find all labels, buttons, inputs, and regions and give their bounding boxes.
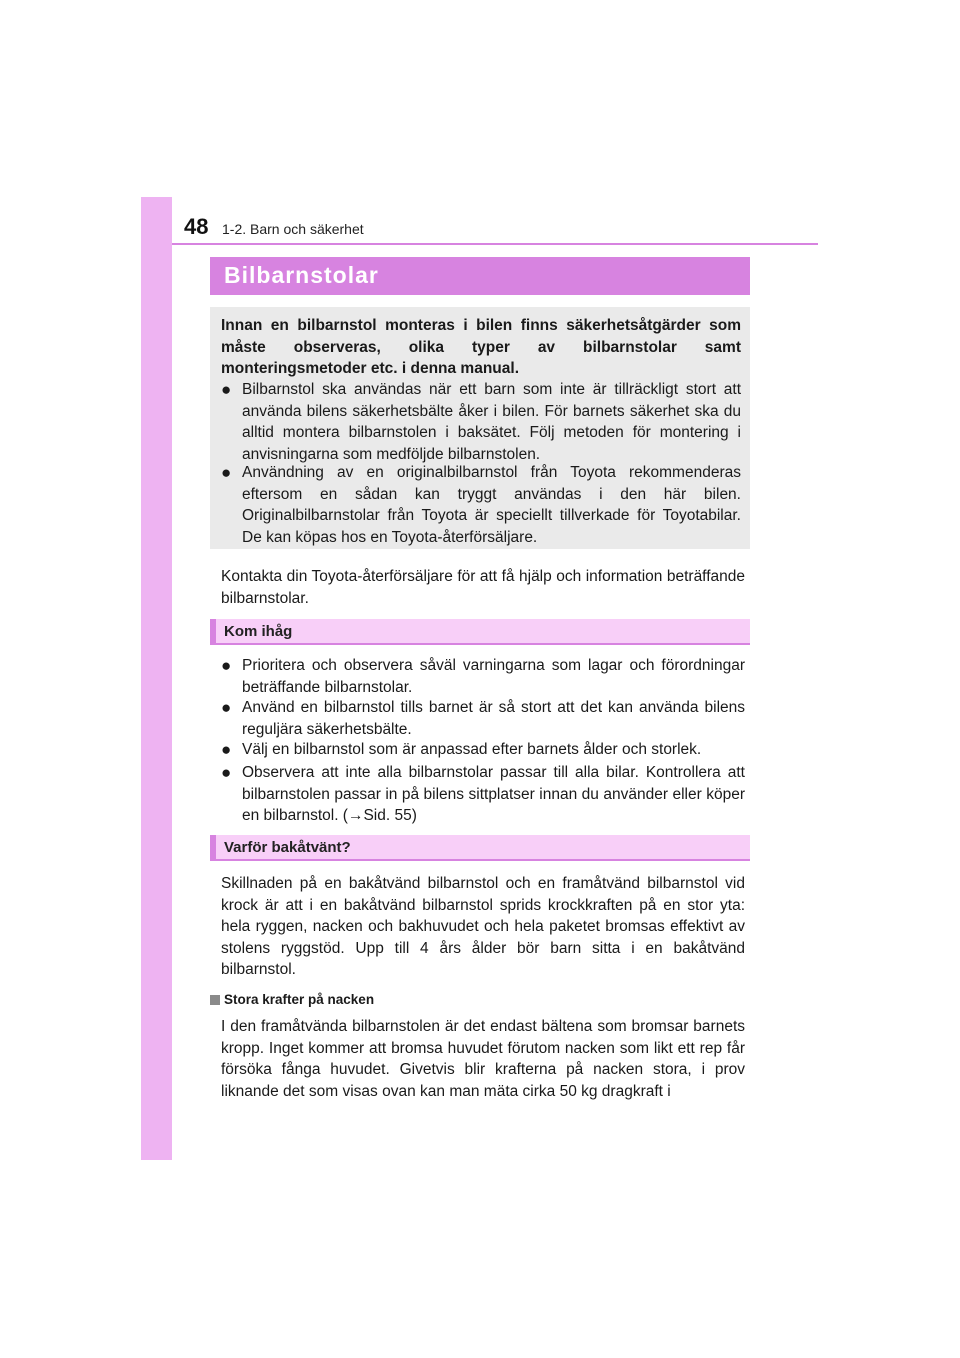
chapter-title: 1-2. Barn och säkerhet bbox=[222, 221, 364, 237]
remember-bullet-text: Prioritera och observera såväl varningarna som lagar och förordningar beträffande bilbarnstolar. bbox=[242, 657, 745, 696]
bullet-icon: ● bbox=[221, 380, 232, 399]
rear-facing-heading: Varför bakåtvänt? bbox=[224, 839, 351, 856]
remember-bullet-text: Använd en bilbarnstol tills barnet är så stort att det kan använda bilens reguljära säkerhetsbälte. bbox=[242, 699, 745, 738]
intro-bullet bbox=[221, 462, 741, 548]
remember-bullet-text: Observera att inte alla bilbarnstolar passar till alla bilar. Kontrollera att bilbarnstolen passar in på bilens sittplatser innan du använder eller köper en bilbarnstol. (→Sid. 55) bbox=[242, 764, 745, 824]
intro-text: Innan en bilbarnstol monteras i bilen finns säkerhetsåtgärder som måste observeras, olika typer av bilbarnstolar samt monteringsmetoder etc. i denna manual. bbox=[221, 317, 741, 377]
neck-paragraph: I den framåtvända bilbarnstolen är det endast bältena som bromsar barnets kropp. Inget kommer att bromsa huvudet förutom nacken som likt ett rep får försöka fånga huvudet. Givetvis blir krafterna på nacken stora, i prov liknande det som visas ovan kan man mäta cirka 50 kg dragkraft i bbox=[221, 1018, 745, 1100]
rear-facing-paragraph: Skillnaden på en bakåtvänd bilbarnstol och en framåtvänd bilbarnstol vid krock är att i en bakåtvänd bilbarnstol sprids krockkraften på en stor yta: hela ryggen, nacken och bakhuvudet och hela paketet bromsas effektivt av stolens ryggstöd. Upp till 4 års ålder bör barn sitta i en bakåtvänd bilbarnstol. bbox=[221, 875, 745, 978]
neck-heading-text: Stora krafter på nacken bbox=[224, 992, 375, 1007]
neck-heading bbox=[210, 992, 374, 1007]
section-title: Bilbarnstolar bbox=[224, 262, 379, 288]
remember-bullet-text: Välj en bilbarnstol som är anpassad efter barnets ålder och storlek. bbox=[242, 741, 702, 758]
remember-bullet bbox=[221, 655, 745, 698]
header-divider bbox=[172, 243, 818, 245]
chapter-side-tab bbox=[141, 197, 172, 1160]
intro-bullet-text: Användning av en originalbilbarnstol från Toyota rekommenderas eftersom en sådan kan tryggt användas i den här bilen. Originalbilbarnstolar från Toyota är speciellt tillverkade för Toyotabilar. De kan köpas hos en Toyota-återförsäljare. bbox=[242, 464, 741, 546]
remember-heading: Kom ihåg bbox=[224, 623, 293, 640]
remember-bullet bbox=[221, 739, 745, 761]
bullet-icon: ● bbox=[221, 656, 232, 675]
intro-bullet-text: Bilbarnstol ska användas när ett barn som inte är tillräckligt stort att använda bilens säkerhetsbälte åker i bilen. För barnets säkerhet ska du alltid montera bilbarnstolen i baksätet. Följ metoden för montering i anvisningarna som medföljde bilbarnstolen. bbox=[242, 381, 741, 463]
bullet-icon: ● bbox=[221, 740, 232, 759]
bullet-icon: ● bbox=[221, 763, 232, 782]
rear-facing-heading-bar bbox=[210, 835, 750, 861]
page-number: 48 bbox=[184, 214, 209, 239]
contact-paragraph: Kontakta din Toyota-återförsäljare för att få hjälp och information beträffande bilbarnstolar. bbox=[221, 568, 745, 607]
remember-bullet bbox=[221, 762, 745, 827]
square-bullet-icon bbox=[210, 995, 220, 1005]
intro-bullet bbox=[221, 379, 741, 465]
bullet-icon: ● bbox=[221, 463, 232, 482]
remember-bullet bbox=[221, 697, 745, 740]
section-title-bar bbox=[210, 257, 750, 295]
remember-heading-bar bbox=[210, 619, 750, 645]
bullet-icon: ● bbox=[221, 698, 232, 717]
